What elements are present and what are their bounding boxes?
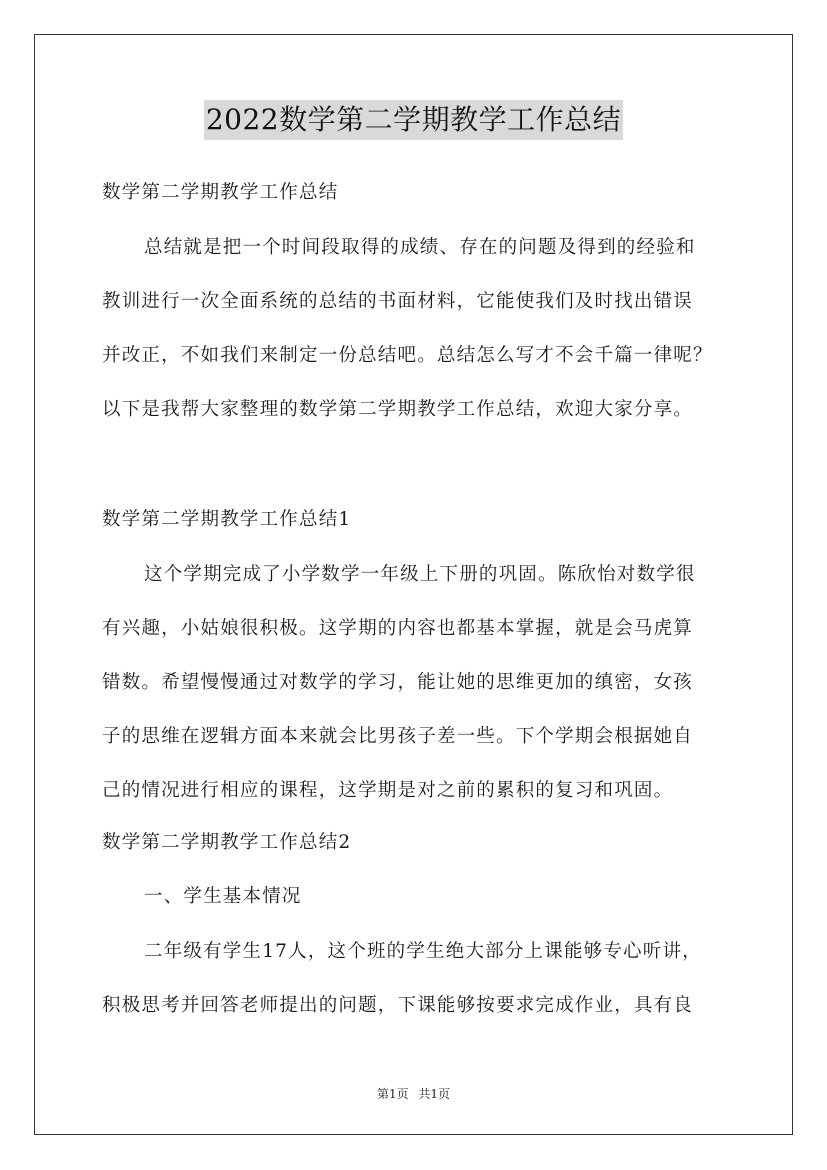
title-container	[0, 100, 827, 140]
paragraph-line: 总结就是把一个时间段取得的成绩、存在的问题及得到的经验和	[144, 237, 696, 258]
section-heading: 数学第二学期教学工作总结1	[102, 509, 352, 530]
subsection-heading: 一、学生基本情况	[144, 886, 302, 907]
section-heading: 数学第二学期教学工作总结2	[102, 832, 352, 853]
paragraph-line: 这个学期完成了小学数学一年级上下册的巩固。陈欣怡对数学很	[144, 564, 696, 585]
page-number: 第1页	[376, 1087, 409, 1101]
paragraph-line: 教训进行一次全面系统的总结的书面材料，它能使我们及时找出错误	[102, 291, 694, 312]
document-title: 2022数学第二学期教学工作总结	[204, 100, 623, 140]
paragraph-line: 二年级有学生17人，这个班的学生绝大部分上课能够专心听讲，	[144, 941, 702, 962]
paragraph-line: 子的思维在逻辑方面本来就会比男孩子差一些。下个学期会根据她自	[102, 726, 694, 747]
section-heading: 数学第二学期教学工作总结	[102, 182, 339, 203]
paragraph-line: 错数。希望慢慢通过对数学的学习，能让她的思维更加的缜密，女孩	[102, 672, 694, 693]
paragraph-line: 以下是我帮大家整理的数学第二学期教学工作总结，欢迎大家分享。	[102, 399, 694, 420]
page-footer	[0, 1085, 827, 1102]
paragraph-line: 并改正，不如我们来制定一份总结吧。总结怎么写才不会千篇一律呢？	[102, 345, 713, 366]
page-total: 共1页	[418, 1087, 451, 1101]
paragraph-line: 积极思考并回答老师提出的问题，下课能够按要求完成作业，具有良	[102, 995, 694, 1016]
paragraph-line: 有兴趣，小姑娘很积极。这学期的内容也都基本掌握，就是会马虎算	[102, 618, 694, 639]
paragraph-line: 己的情况进行相应的课程，这学期是对之前的累积的复习和巩固。	[102, 780, 674, 801]
